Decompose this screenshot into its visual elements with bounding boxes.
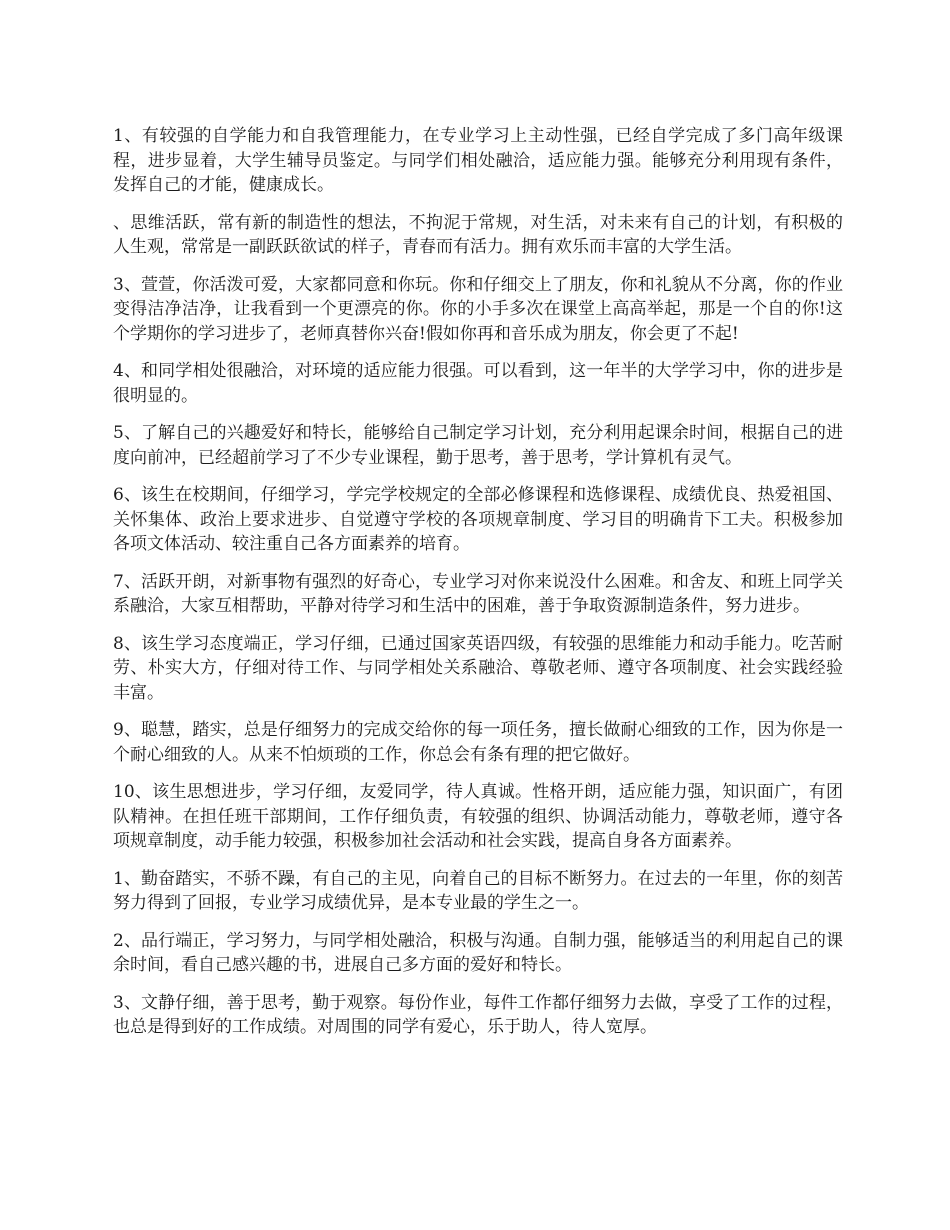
paragraph: 3、萱萱，你活泼可爱，大家都同意和你玩。你和仔细交上了朋友，你和礼貌从不分离，你的作业变得洁净洁净，让我看到一个更漂亮的你。你的小手多次在课堂上高高举起，那是一个自的你!这个学期你的学习进步了，老师真替你兴奋!假如你再和音乐成为朋友，你会更了不起!	[113, 274, 843, 344]
paragraph: 6、该生在校期间，仔细学习，学完学校规定的全部必修课程和选修课程、成绩优良、热爱祖国、关怀集体、政治上要求进步、自觉遵守学校的各项规章制度、学习目的明确肯下工夫。积极参加各项文体活动、较注重自己各方面素养的培育。	[113, 485, 843, 554]
paragraph: 10、该生思想进步，学习仔细，友爱同学，待人真诚。性格开朗，适应能力强，知识面广，有团队精神。在担任班干部期间，工作仔细负责，有较强的组织、协调活动能力，尊敬老师，遵守各项规章制度，动手能力较强，积极参加社会活动和社会实践，提高自身各方面素养。	[113, 782, 843, 851]
document-body	[113, 124, 843, 1053]
paragraph: 7、活跃开朗，对新事物有强烈的好奇心，专业学习对你来说没什么困难。和舍友、和班上同学关系融洽，大家互相帮助，平静对待学习和生活中的困难，善于争取资源制造条件，努力进步。	[113, 571, 843, 616]
paragraph: 4、和同学相处很融洽，对环境的适应能力很强。可以看到，这一年半的大学学习中，你的进步是很明显的。	[113, 361, 843, 406]
paragraph: 3、文静仔细，善于思考，勤于观察。每份作业，每件工作都仔细努力去做，享受了工作的过程，也总是得到好的工作成绩。对周围的同学有爱心，乐于助人，待人宽厚。	[113, 992, 843, 1037]
paragraph: 5、了解自己的兴趣爱好和特长，能够给自己制定学习计划，充分利用起课余时间，根据自己的进度向前冲，已经超前学习了不少专业课程，勤于思考，善于思考，学计算机有灵气。	[113, 423, 843, 468]
paragraph: 8、该生学习态度端正，学习仔细，已通过国家英语四级，有较强的思维能力和动手能力。吃苦耐劳、朴实大方，仔细对待工作、与同学相处关系融洽、尊敬老师、遵守各项制度、社会实践经验丰富。	[113, 633, 843, 703]
paragraph: 1、勤奋踏实，不骄不躁，有自己的主见，向着自己的目标不断努力。在过去的一年里，你的刻苦努力得到了回报，专业学习成绩优异，是本专业最的学生之一。	[113, 868, 843, 913]
paragraph: 、思维活跃，常有新的制造性的想法，不拘泥于常规，对生活，对未来有自己的计划，有积极的人生观，常常是一副跃跃欲试的样子，青春而有活力。拥有欢乐而丰富的大学生活。	[113, 212, 843, 257]
paragraph: 9、聪慧，踏实，总是仔细努力的完成交给你的每一项任务，擅长做耐心细致的工作，因为你是一个耐心细致的人。从来不怕烦琐的工作，你总会有条有理的把它做好。	[113, 720, 843, 765]
paragraph: 1、有较强的自学能力和自我管理能力，在专业学习上主动性强，已经自学完成了多门高年级课程，进步显着，大学生辅导员鉴定。与同学们相处融洽，适应能力强。能够充分利用现有条件，发挥自己的才能，健康成长。	[113, 126, 843, 195]
paragraph: 2、品行端正，学习努力，与同学相处融洽，积极与沟通。自制力强，能够适当的利用起自己的课余时间，看自己感兴趣的书，进展自己多方面的爱好和特长。	[113, 930, 843, 975]
